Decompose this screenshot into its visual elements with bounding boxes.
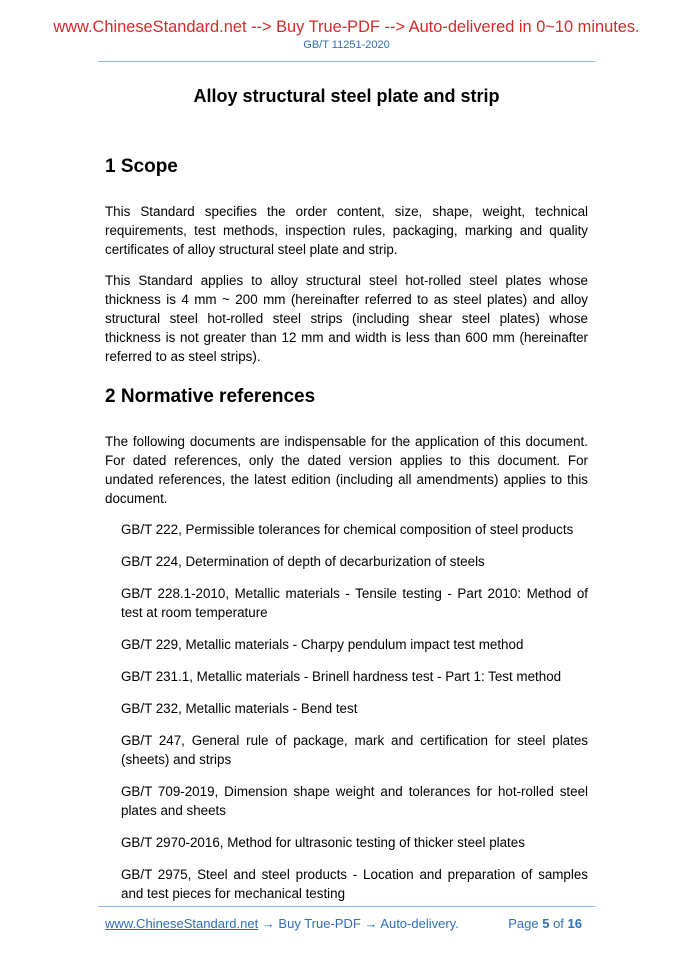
scope-paragraph-2: This Standard applies to alloy structural steel hot-rolled steel plates whose thickness is 4 mm ~ 200 mm (hereinafter referred to as steel plates) and alloy structural steel hot-rolled steel strips (including shear steel plates) whose thickness is not greater than 12 mm and width is less than 600 mm (hereinafter referred to as steel strips). — [105, 273, 588, 364]
total-pages-number: 16 — [567, 916, 582, 931]
footer-site-link[interactable]: www.ChineseStandard.net — [105, 916, 259, 931]
section-heading-scope: 1 Scope — [105, 156, 178, 177]
footer-delivery-text: → Buy True-PDF → Auto-delivery. — [258, 916, 459, 931]
reference-item: GB/T 709-2019, Dimension shape weight and tolerances for hot-rolled steel plates and sheets — [121, 784, 588, 818]
normative-intro-paragraph: The following documents are indispensable for the application of this document. For dated references, only the dated version applies to this document. For undated references, the latest edition (including all amendments) applies to this document. — [105, 434, 588, 506]
reference-item: GB/T 232, Metallic materials - Bend test — [121, 701, 358, 716]
reference-item: GB/T 2975, Steel and steel products - Location and preparation of samples and test pieces for mechanical testing — [121, 867, 588, 901]
reference-item: GB/T 247, General rule of package, mark and certification for steel plates (sheets) and strips — [121, 733, 588, 767]
header-divider — [98, 61, 595, 62]
section-heading-normative-references: 2 Normative references — [105, 386, 316, 407]
reference-item: GB/T 224, Determination of depth of decarburization of steels — [121, 554, 485, 569]
standard-code: GB/T 11251-2020 — [303, 39, 390, 51]
document-body — [105, 154, 588, 916]
page-indicator — [508, 916, 582, 931]
current-page-number: 5 — [542, 916, 550, 931]
reference-item: GB/T 222, Permissible tolerances for chemical composition of steel products — [121, 522, 574, 537]
document-title: Alloy structural steel plate and strip — [193, 86, 500, 106]
reference-item: GB/T 2970-2016, Method for ultrasonic testing of thicker steel plates — [121, 835, 525, 850]
reference-item: GB/T 228.1-2010, Metallic materials - Tensile testing - Part 2010: Method of test at room temperature — [121, 586, 588, 620]
page-label: Page — [508, 916, 543, 931]
page-footer — [105, 916, 588, 931]
of-label: of — [549, 916, 568, 931]
top-banner[interactable]: www.ChineseStandard.net --> Buy True-PDF --> Auto-delivered in 0~10 minutes. — [53, 18, 640, 36]
reference-item: GB/T 229, Metallic materials - Charpy pendulum impact test method — [121, 637, 524, 652]
footer-divider — [98, 906, 595, 907]
scope-paragraph-1: This Standard specifies the order content, size, shape, weight, technical requirements, test methods, inspection rules, packaging, marking and quality certificates of alloy structural steel plate and strip. — [105, 204, 588, 257]
reference-item: GB/T 231.1, Metallic materials - Brinell hardness test - Part 1: Test method — [121, 669, 562, 684]
